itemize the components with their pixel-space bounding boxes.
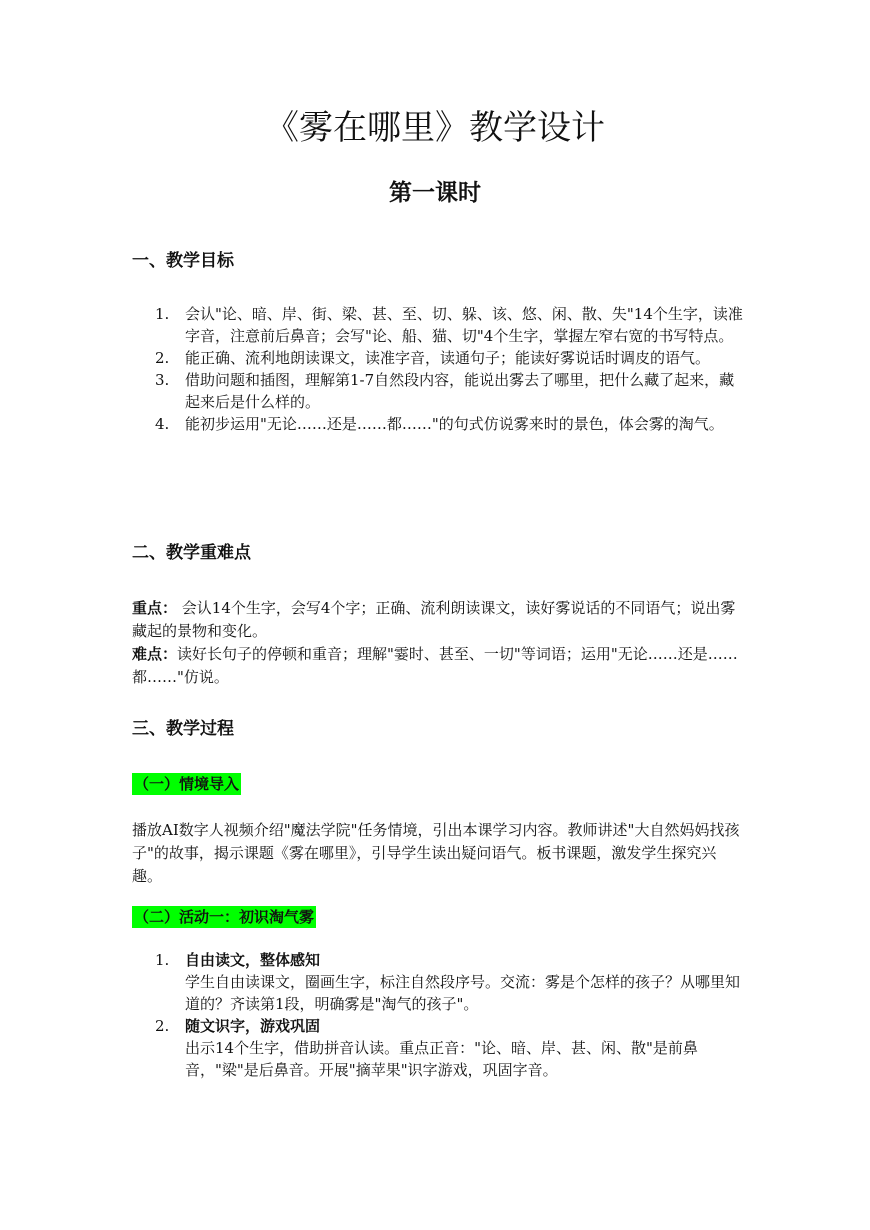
section-heading-objectives: 一、教学目标: [132, 251, 234, 271]
list-text: 会认"论、暗、岸、街、梁、甚、至、切、躲、该、悠、闲、散、失"14个生字，读准字音，注意前后鼻音；会写"论、船、猫、切"4个生字，掌握左窄右宽的书写特点。: [185, 305, 743, 345]
list-text: 能正确、流利地朗读课文，读准字音，读通句子；能读好雾说话时调皮的语气。: [185, 349, 711, 367]
key-text: 会认14个生字，会写4个字；正确、流利朗读课文，读好雾说话的不同语气；说出雾藏起的景物和变化。: [132, 599, 736, 640]
item-title: 随文识字，游戏巩固: [185, 1017, 321, 1035]
list-number: 2.: [155, 349, 170, 367]
list-item: [155, 347, 743, 369]
item-title: 自由读文，整体感知: [185, 951, 321, 969]
document-title: 《雾在哪里》教学设计: [265, 108, 605, 148]
highlight-label-activity-one: （二）活动一：初识淘气雾: [134, 908, 315, 926]
section-heading-process: 三、教学过程: [132, 719, 234, 739]
list-text: 学生自由读课文，圈画生字，标注自然段序号。交流：雾是个怎样的孩子？从哪里知道的？齐读第1段，明确雾是"淘气的孩子"。: [185, 973, 741, 1013]
list-item: [155, 1015, 743, 1081]
list-number: 2.: [155, 1017, 170, 1035]
list-item: [155, 949, 743, 1015]
list-text: 能初步运用"无论……还是……都……"的句式仿说雾来时的景色，体会雾的淘气。: [185, 415, 724, 433]
list-text: 借助问题和插图，理解第1-7自然段内容，能说出雾去了哪里，把什么藏了起来，藏起来后是什么样的。: [185, 371, 735, 411]
difficulty-paragraph: [132, 643, 742, 689]
section-heading-key-points: 二、教学重难点: [132, 543, 251, 563]
list-item: [155, 413, 743, 435]
list-number: 3.: [155, 371, 170, 389]
list-number: 1.: [155, 951, 170, 969]
key-point-paragraph: [132, 597, 742, 643]
list-number: 1.: [155, 305, 170, 323]
lesson-subtitle: 第一课时: [389, 180, 481, 206]
highlight-label-intro: （一）情境导入: [134, 775, 240, 793]
list-item: [155, 369, 743, 413]
intro-paragraph: 播放AI数字人视频介绍"魔法学院"任务情境，引出本课学习内容。教师讲述"大自然妈妈找孩子"的故事，揭示课题《雾在哪里》，引导学生读出疑问语气。板书课题，激发学生探究兴趣。: [132, 821, 740, 885]
difficulty-text: 读好长句子的停顿和重音；理解"霎时、甚至、一切"等词语；运用"无论……还是……都……"仿说。: [132, 645, 738, 686]
activity-list: [155, 949, 743, 1081]
list-text: 出示14个生字，借助拼音认读。重点正音："论、暗、岸、甚、闲、散"是前鼻音，"梁"是后鼻音。开展"摘苹果"识字游戏，巩固字音。: [185, 1039, 698, 1079]
objectives-list: [155, 303, 743, 435]
list-number: 4.: [155, 415, 170, 433]
difficulty-label: 难点：: [132, 645, 178, 663]
list-item: [155, 303, 743, 347]
key-label: 重点：: [132, 599, 178, 617]
